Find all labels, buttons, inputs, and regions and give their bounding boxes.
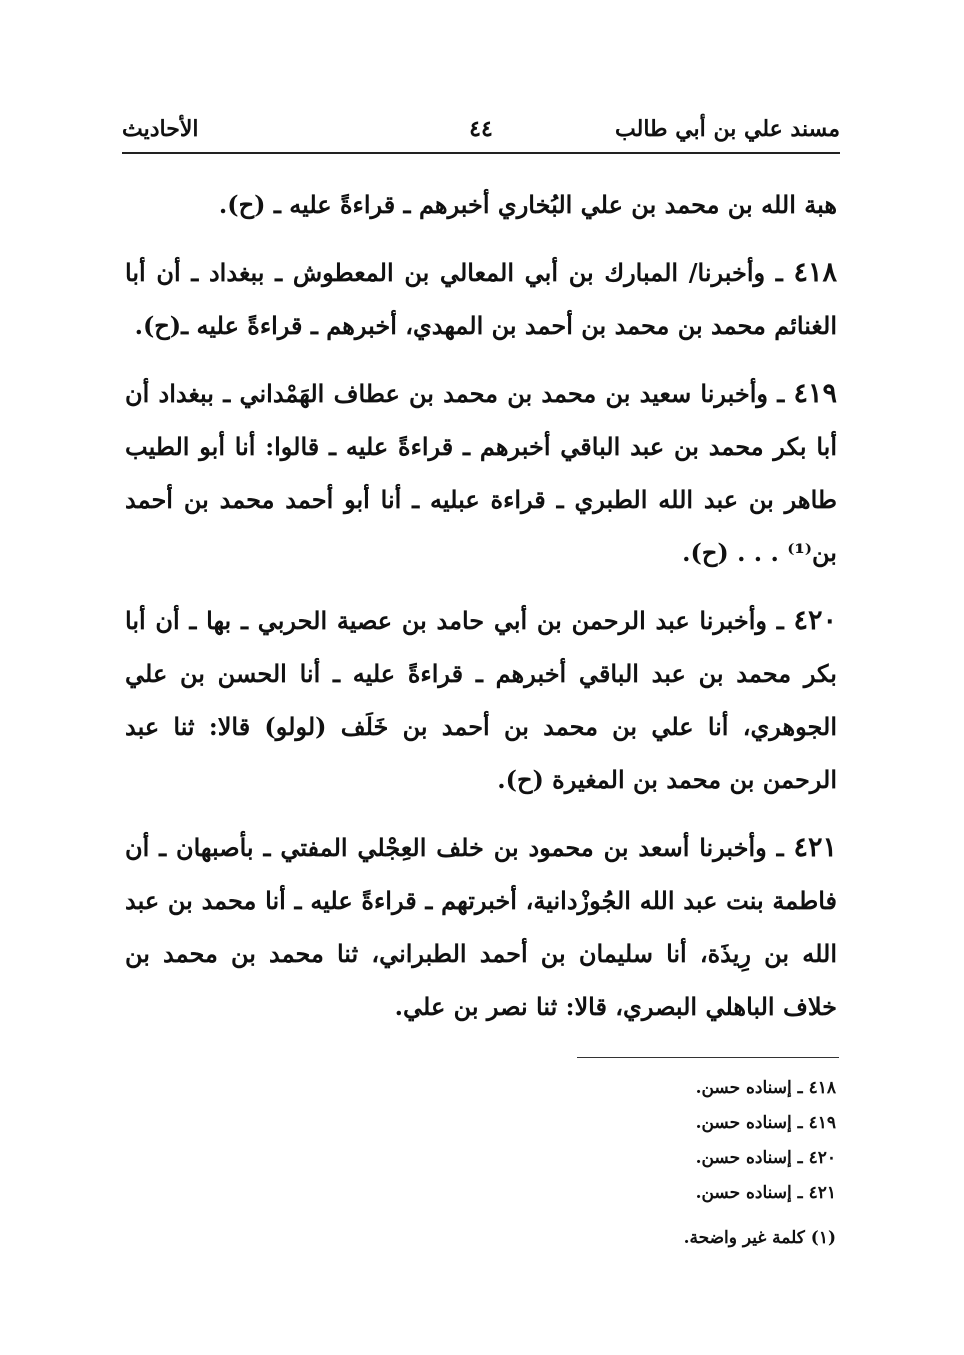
hadith-number: ٤١٨ [793,257,837,288]
hadith-text: ـ وأخبرنا عبد الرحمن بن أبي حامد بن عصية الحربي ـ بها ـ أن أبا بكر محمد بن عبد الباقي أخبرهم ـ قراءةً عليه ـ أنا الحسن بن علي الجوهري، أنا علي بن محمد بن أحمد بن خَلَف (لولو) قالا: ثنا عبد الرحمن بن محمد بن المغيرة (ح). [125,606,837,794]
running-header [122,108,840,148]
grading-note [400,1141,836,1176]
header-divider [122,152,840,154]
book-title: مسند علي بن أبي طالب [615,116,840,142]
hadith-text: ـ وأخبرنا/ المبارك بن أبي المعالي بن المعطوش ـ ببغداد ـ أن أبا الغنائم محمد بن محمد بن أحمد بن المهدي، أخبرهم ـ قراءةً عليه ـ(ح). [125,258,837,340]
footnote-1 [400,1221,836,1256]
grading-text: ـ إسناده حسن. [695,1078,803,1098]
grading-note [400,1106,836,1141]
hadith-number: ٤٢١ [793,832,837,863]
grading-number: ٤٢٠ [808,1148,836,1168]
grading-note [400,1071,836,1106]
intro-paragraph: هبة الله بن محمد بن علي البُخاري أخبرهم ـ قراءةً عليه ـ (ح). [218,190,837,219]
grading-text: ـ إسناده حسن. [695,1148,803,1168]
footnote-marker: (١) [810,1228,836,1248]
grading-text: ـ إسناده حسن. [695,1113,803,1133]
hadith-number: ٤١٩ [793,378,837,409]
hadith-paragraph [125,246,837,352]
footnotes [400,1071,836,1256]
section-title: الأحاديث [122,116,199,142]
grading-note [400,1176,836,1211]
footnote-divider [577,1057,839,1058]
grading-number: ٤١٨ [808,1078,836,1098]
main-text [125,178,837,1048]
footnote-text: كلمة غير واضحة. [683,1228,805,1248]
grading-number: ٤٢١ [808,1183,836,1203]
hadith-paragraph [125,821,837,1033]
hadith-text: ـ وأخبرنا سعيد بن محمد بن محمد بن عطاف الهَمْداني ـ ببغداد أن أبا بكر محمد بن عبد الباقي أخبرهم ـ قراءةً عليه ـ قالوا: أنا أبو الطيب طاهر بن عبد الله الطبري ـ قراءة عبليه ـ أنا أبو أحمد محمد بن أحمد بن⁽¹⁾ . . . (ح). [125,379,837,567]
hadith-text: ـ وأخبرنا أسعد بن محمود بن خلف العِجْلي المفتي ـ بأصبهان ـ أن فاطمة بنت عبد الله الجُوزْدانية، أخبرتهم ـ قراءةً عليه ـ أنا محمد بن عبد الله بن رِيذَة، أنا سليمان بن أحمد الطبراني، ثنا محمد بن محمد بن خلاف الباهلي البصري، قالا: ثنا نصر بن علي. [125,833,838,1021]
hadith-paragraph [125,367,837,579]
grading-text: ـ إسناده حسن. [695,1183,803,1203]
hadith-paragraph [125,594,837,806]
page-number: ٤٤ [469,116,493,142]
grading-number: ٤١٩ [808,1113,836,1133]
hadith-number: ٤٢٠ [793,605,837,636]
footnote-spacer [400,1211,836,1221]
